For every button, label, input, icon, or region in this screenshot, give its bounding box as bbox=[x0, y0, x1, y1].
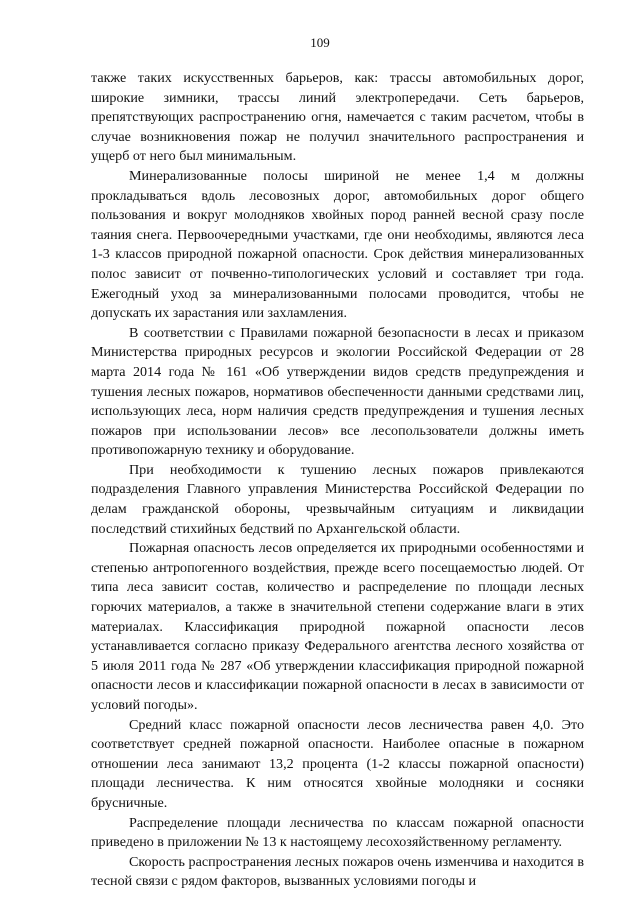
paragraph: При необходимости к тушению лесных пожаров привлекаются подразделения Главного управления Министерства Российской Федерации по делам гражданской обороны, чрезвычайным ситуациям и ликвидации последствий стихийных бедствий по Архангельской области. bbox=[91, 461, 584, 537]
paragraph: также таких искусственных барьеров, как: трассы автомобильных дорог, широкие зимники, трассы линий электропередачи. Сеть барьеров, препятствующих распространению огня, намечается с таким расчетом, чтобы в случае возникновения пожар не получил значительного распространения и ущерб от него был минимальным. bbox=[91, 70, 584, 165]
paragraph: Скорость распространения лесных пожаров очень изменчива и находится в тесной связи с рядом факторов, вызванных условиями погоды и bbox=[91, 853, 584, 890]
paragraph: Минерализованные полосы шириной не менее 1,4 м должны прокладываться вдоль лесовозных дорог, автомобильных дорог общего пользования и вокруг молодняков хвойных пород ранней весной сразу после таяния снега. Первоочередными участками, где они необходимы, являются леса 1-3 классов природной пожарной опасности. Срок действия минерализованных полос зависит от почвенно-типологических условий и составляет три года. Ежегодный уход за минерализованными полосами проводится, чтобы не допускать их зарастания или захламления. bbox=[91, 167, 584, 322]
paragraph: В соответствии с Правилами пожарной безопасности в лесах и приказом Министерства природных ресурсов и экологии Российской Федерации от 28 марта 2014 года № 161 «Об утверждении видов средств предупреждения и тушения лесных пожаров, нормативов обеспеченности данными средствами лиц, использующих леса, норм наличия средств предупреждения и тушения лесных пожаров при использовании лесов» все лесопользователи должны иметь противопожарную технику и оборудование. bbox=[91, 324, 584, 459]
paragraph: Пожарная опасность лесов определяется их природными особенностями и степенью антропогенного воздействия, прежде всего посещаемостью людей. От типа леса зависит состав, количество и распределение по площади лесных горючих материалов, а также в значительной степени содержание влаги в этих материалах. Классификация природной пожарной опасности лесов устанавливается согласно приказу Федерального агентства лесного хозяйства от 5 июля 2011 года № 287 «Об утверждении классификация природной пожарной опасности лесов и классификации пожарной опасности в лесах в зависимости от условий погоды». bbox=[91, 540, 584, 713]
paragraph: Средний класс пожарной опасности лесов лесничества равен 4,0. Это соответствует средней пожарной опасности. Наиболее опасные в пожарном отношении леса занимают 13,2 процента (1-2 классы пожарной опасности) площади лесничества. К ним относятся хвойные молодняки и сосняки брусничные. bbox=[91, 716, 584, 811]
page-number: 109 bbox=[310, 35, 330, 50]
body-text bbox=[91, 69, 584, 892]
paragraph: Распределение площади лесничества по классам пожарной опасности приведено в приложении № 13 к настоящему лесохозяйственному регламенту. bbox=[91, 814, 584, 851]
